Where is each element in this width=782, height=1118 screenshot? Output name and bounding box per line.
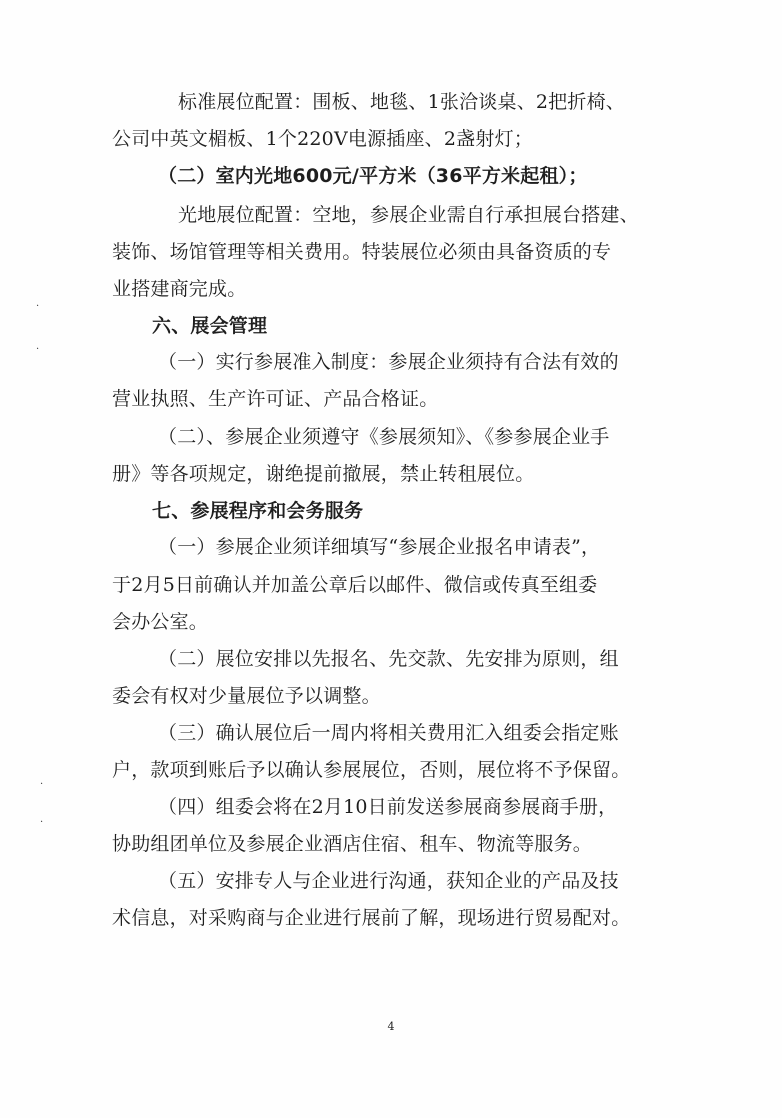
text-line-raw-space-config: 光地展位配置：空地，参展企业需自行承担展台搭建、 bbox=[178, 204, 639, 226]
text-line-payment-cont: 户，款项到账后予以确认参展展位，否则，展位将不予保留。 bbox=[112, 759, 631, 781]
text-line-registration-form-end: 会办公室。 bbox=[112, 611, 209, 633]
scan-speck-mark: · bbox=[36, 301, 40, 312]
text-line-standard-booth-config: 标准展位配置：围板、地毯、1张洽谈桌、2把折椅、 bbox=[178, 91, 625, 113]
scan-speck-mark: · bbox=[40, 779, 44, 790]
page-number: 4 bbox=[387, 1020, 395, 1033]
text-line-raw-space-config-end: 业搭建商完成。 bbox=[112, 278, 247, 300]
text-line-raw-space-config-cont: 装饰、场馆管理等相关费用。特装展位必须由具备资质的专 bbox=[112, 241, 612, 263]
text-line-booth-arrangement: （二）展位安排以先报名、先交款、先安排为原则，组 bbox=[158, 648, 619, 670]
scan-speck-mark: · bbox=[40, 817, 44, 828]
text-line-registration-form: （一）参展企业须详细填写“参展企业报名申请表”， bbox=[158, 536, 601, 558]
text-line-registration-form-cont: 于2月5日前确认并加盖公章后以邮件、微信或传真至组委 bbox=[112, 574, 598, 596]
text-line-comply-rules: （二）、参展企业须遵守《参展须知》、《参参展企业手 bbox=[158, 426, 610, 448]
text-line-standard-booth-config-cont: 公司中英文楣板、1个220V电源插座、2盏射灯； bbox=[112, 128, 533, 150]
text-line-payment: （三）确认展位后一周内将相关费用汇入组委会指定账 bbox=[158, 722, 619, 744]
text-line-raw-space-price: （二）室内光地600元/平方米（36平方米起租）； bbox=[158, 165, 588, 187]
text-line-booth-arrangement-cont: 委会有权对少量展位予以调整。 bbox=[112, 685, 381, 707]
text-line-exhibitor-manual: （四）组委会将在2月10日前发送参展商参展商手册， bbox=[158, 796, 618, 818]
text-line-comply-rules-cont: 册》等各项规定，谢绝提前撤展，禁止转租展位。 bbox=[112, 463, 535, 485]
text-line-admission-system: （一）实行参展准入制度：参展企业须持有合法有效的 bbox=[158, 351, 619, 373]
section-heading-procedures-services: 七、参展程序和会务服务 bbox=[152, 500, 364, 522]
text-line-admission-system-cont: 营业执照、生产许可证、产品合格证。 bbox=[112, 388, 439, 410]
text-line-matchmaking: （五）安排专人与企业进行沟通，获知企业的产品及技 bbox=[158, 870, 619, 892]
text-line-matchmaking-cont: 术信息，对采购商与企业进行展前了解，现场进行贸易配对。 bbox=[112, 907, 631, 929]
text-line-exhibitor-manual-cont: 协助组团单位及参展企业酒店住宿、租车、物流等服务。 bbox=[112, 833, 593, 855]
section-heading-exhibition-management: 六、展会管理 bbox=[152, 315, 268, 337]
scan-speck-mark: · bbox=[36, 344, 40, 355]
